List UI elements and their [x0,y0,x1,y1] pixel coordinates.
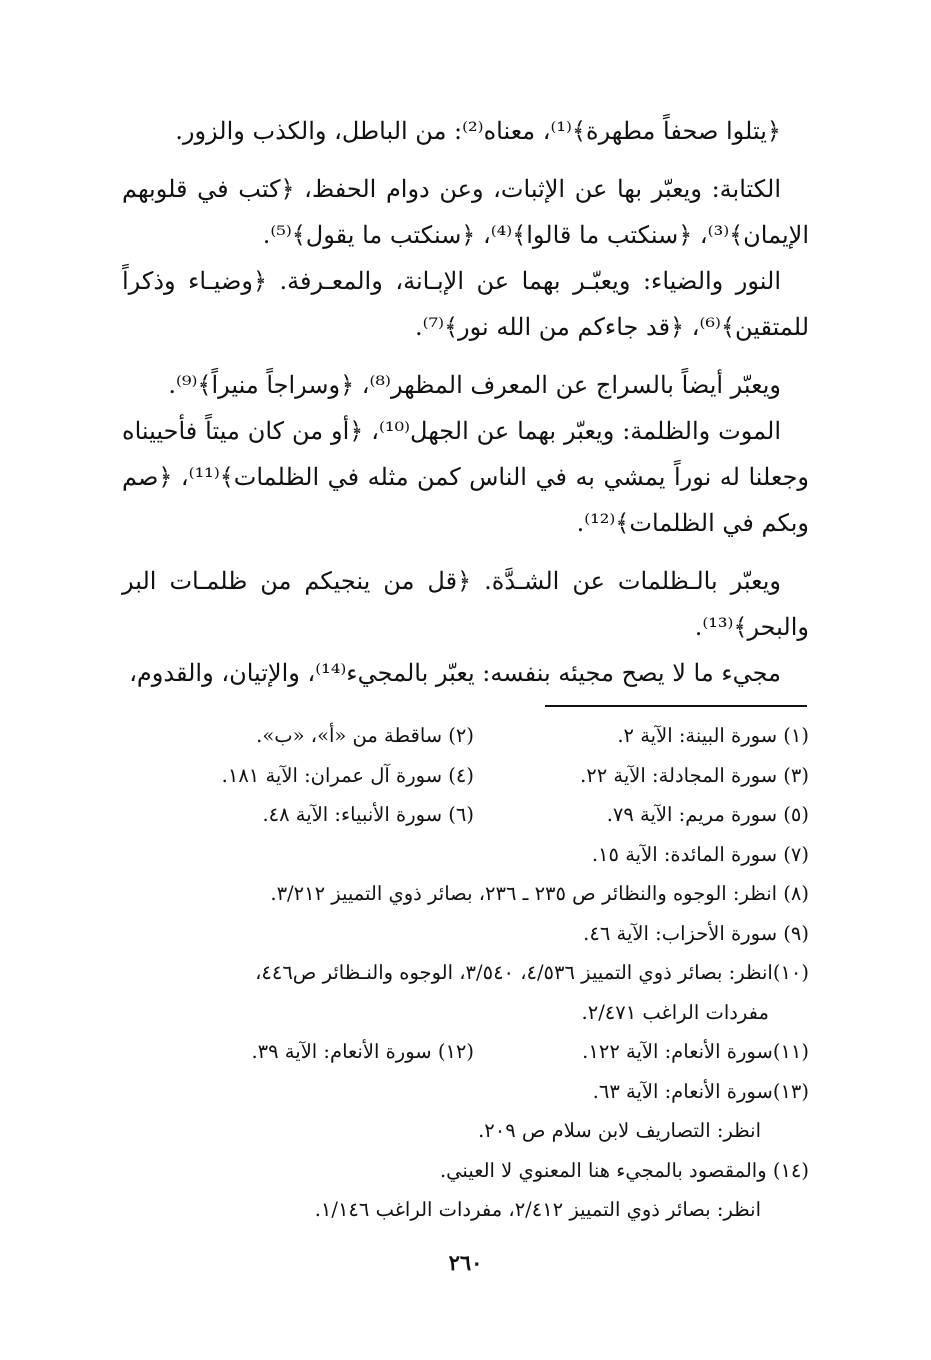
footnote-1: (١) سورة البينة: الآية ٢. [617,724,809,747]
footnote-divider [545,705,807,707]
page-number: ٢٦٠ [448,1250,483,1275]
footnote-9: (٩) سورة الأحزاب: الآية ٤٦. [583,921,809,945]
paragraph-gap [122,546,809,558]
footnote-4: (٤) سورة آل عمران: الآية ١٨١. [221,763,474,787]
footnote-3: (٣) سورة المجادلة: الآية ٢٢. [580,763,809,787]
main-text [122,108,809,696]
footnote-row [120,1032,809,1072]
paragraph-gap [122,350,809,362]
footnote-11: (١١)سورة الأنعام: الآية ١٢٢. [582,1040,809,1063]
footnotes [120,716,809,1230]
footnote-12: (١٢) سورة الأنعام: الآية ٣٩. [251,1040,474,1063]
footnote-13: (١٣)سورة الأنعام: الآية ٦٣. [592,1079,809,1103]
footnote-row [120,716,809,756]
footnote-14: (١٤) والمقصود بالمجيء هنا المعنوي لا العيني. [439,1158,809,1182]
paragraph-mawt: الموت والظلمة: ويعبّر بهما عن الجهل⁽¹⁰⁾، ﴿أو من كان ميتاً فأحييناه وجعلنا له نوراً يمشي به في الناس كمن مثله في الظلمات﴾⁽¹¹⁾، ﴿صم وبكم في الظلمات﴾⁽¹²⁾. [122,417,809,537]
footnote-row [120,756,809,796]
footnote-7: (٧) سورة المائدة: الآية ١٥. [591,842,809,866]
footnote-5: (٥) سورة مريم: الآية ٧٩. [606,803,809,826]
footnote-14-continuation: انظر: بصائر ذوي التمييز ٢/٤١٢، مفردات الراغب ١/١٤٦. [314,1198,761,1221]
paragraph-majee: مجيء ما لا يصح مجيئه بنفسه: يعبّر بالمجيء⁽¹⁴⁾، والإتيان، والقدوم، [129,659,781,687]
footnote-8: (٨) انظر: الوجوه والنظائر ص ٢٣٥ ـ ٢٣٦، بصائر ذوي التمييز ٣/٢١٢. [270,882,809,905]
footnote-13-continuation: انظر: التصاريف لابن سلام ص ٢٠٩. [478,1119,761,1142]
paragraph-siraj: ويعبّر أيضاً بالسراج عن المعرف المظهر⁽⁸⁾، ﴿وسراجاً منيراً﴾⁽⁹⁾. [168,371,781,399]
paragraph-gap [122,154,809,166]
paragraph-kitaba: الكتابة: ويعبّر بها عن الإثبات، وعن دوام الحفظ، ﴿كتب في قلوبهم الإيمان﴾⁽³⁾، ﴿سنكتب ما قالوا﴾⁽⁴⁾، ﴿سنكتب ما يقول﴾⁽⁵⁾. [122,175,809,249]
paragraph-zulumat: ويعبّر بالـظلمات عن الشـدَّة. ﴿قل من ينجيكم من ظلمـات البر والبحر﴾⁽¹³⁾. [122,567,809,641]
footnote-10: (١٠)انظر: بصائر ذوي التمييز ٤/٥٣٦، ٣/٥٤٠، الوجوه والنـظائر ص٤٤٦، [255,961,809,984]
footnote-row [120,795,809,835]
paragraph-yatlu: ﴿يتلوا صحفاً مطهرة﴾⁽¹⁾، معناه⁽²⁾: من الباطل، والكذب والزور. [175,117,781,145]
footnote-10-continuation: مفردات الراغب ٢/٤٧١. [581,1000,769,1024]
paragraph-nur: النور والضياء: ويعبّـر بهما عن الإبـانة، والمعـرفة. ﴿وضيـاء وذكراً للمتقين﴾⁽⁶⁾، ﴿قد جاءكم من الله نور﴾⁽⁷⁾. [122,267,809,341]
footnote-6: (٦) سورة الأنبياء: الآية ٤٨. [262,803,474,826]
footnote-2: (٢) ساقطة من «أ»، «ب». [256,724,474,747]
